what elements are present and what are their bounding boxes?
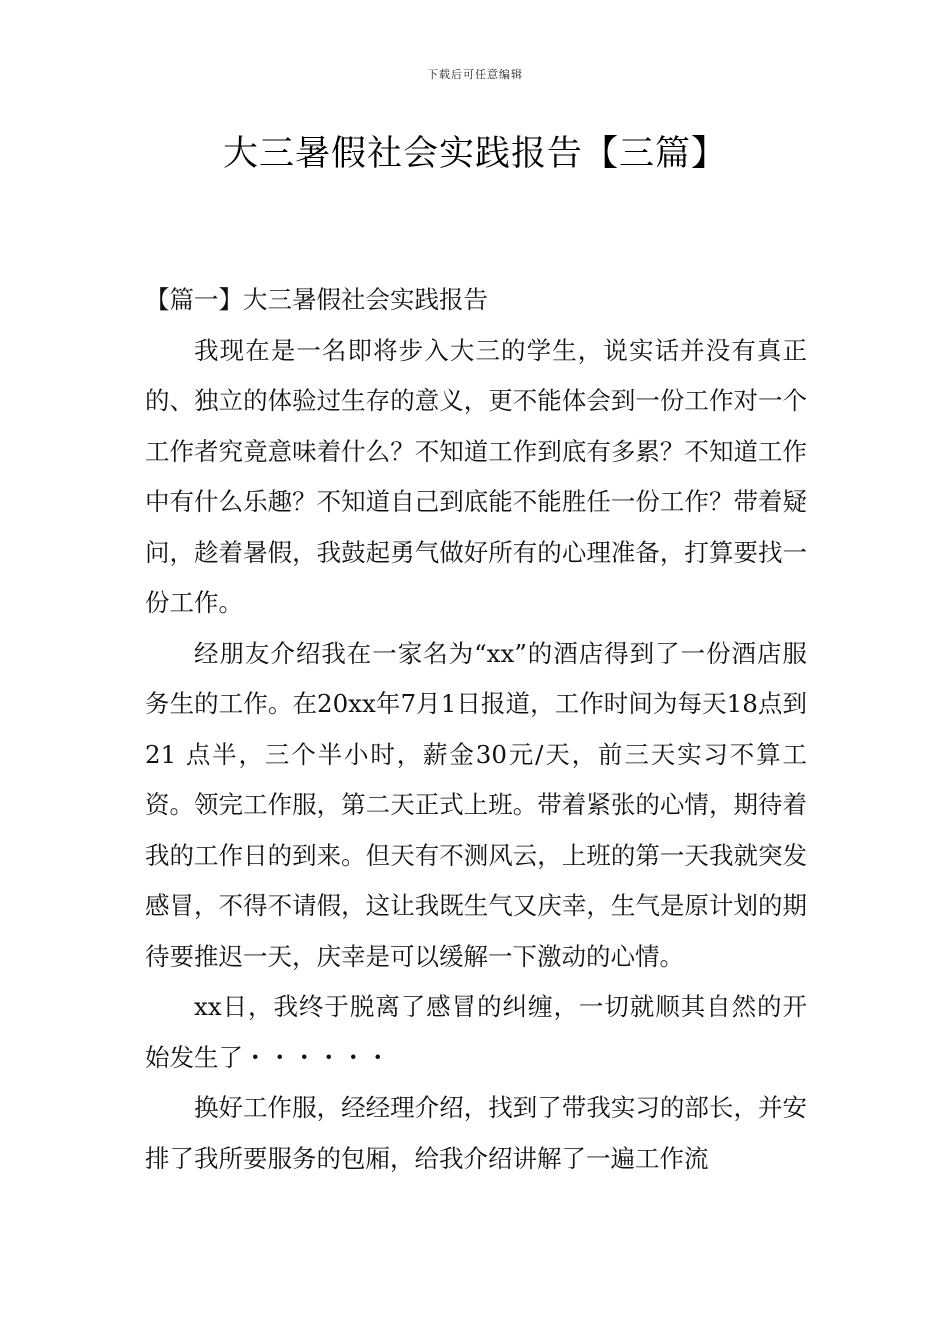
paragraph: xx日，我终于脱离了感冒的纠缠，一切就顺其自然的开始发生了・・・・・・ xyxy=(145,992,807,1072)
section-heading: 【篇一】大三暑假社会实践报告 xyxy=(145,285,488,314)
document-title: 大三暑假社会实践报告【三篇】 xyxy=(222,134,727,174)
header-note: 下载后可任意编辑 xyxy=(427,68,523,81)
document-body xyxy=(145,275,807,1184)
paragraph: 经朋友介绍我在一家名为“xx”的酒店得到了一份酒店服务生的工作。在20xx年7月1日报道，工作时间为每天18点到21 点半，三个半小时，薪金30元/天，前三天实习不算工资。领完工作服，第二天正式上班。带着紧张的心情，期待着我的工作日的到来。但天有不测风云，上班的第一天我就突发感冒，不得不请假，这让我既生气又庆幸，生气是原计划的期待要推迟一天，庆幸是可以缓解一下激动的心情。 xyxy=(145,638,807,971)
paragraph: 换好工作服，经经理介绍，找到了带我实习的部长，并安排了我所要服务的包厢，给我介绍讲解了一遍工作流 xyxy=(145,1093,807,1173)
paragraph: 我现在是一名即将步入大三的学生，说实话并没有真正的、独立的体验过生存的意义，更不能体会到一份工作对一个工作者究竟意味着什么？不知道工作到底有多累？不知道工作中有什么乐趣？不知道自己到底能不能胜任一份工作？带着疑问，趁着暑假，我鼓起勇气做好所有的心理准备，打算要找一份工作。 xyxy=(145,335,807,617)
